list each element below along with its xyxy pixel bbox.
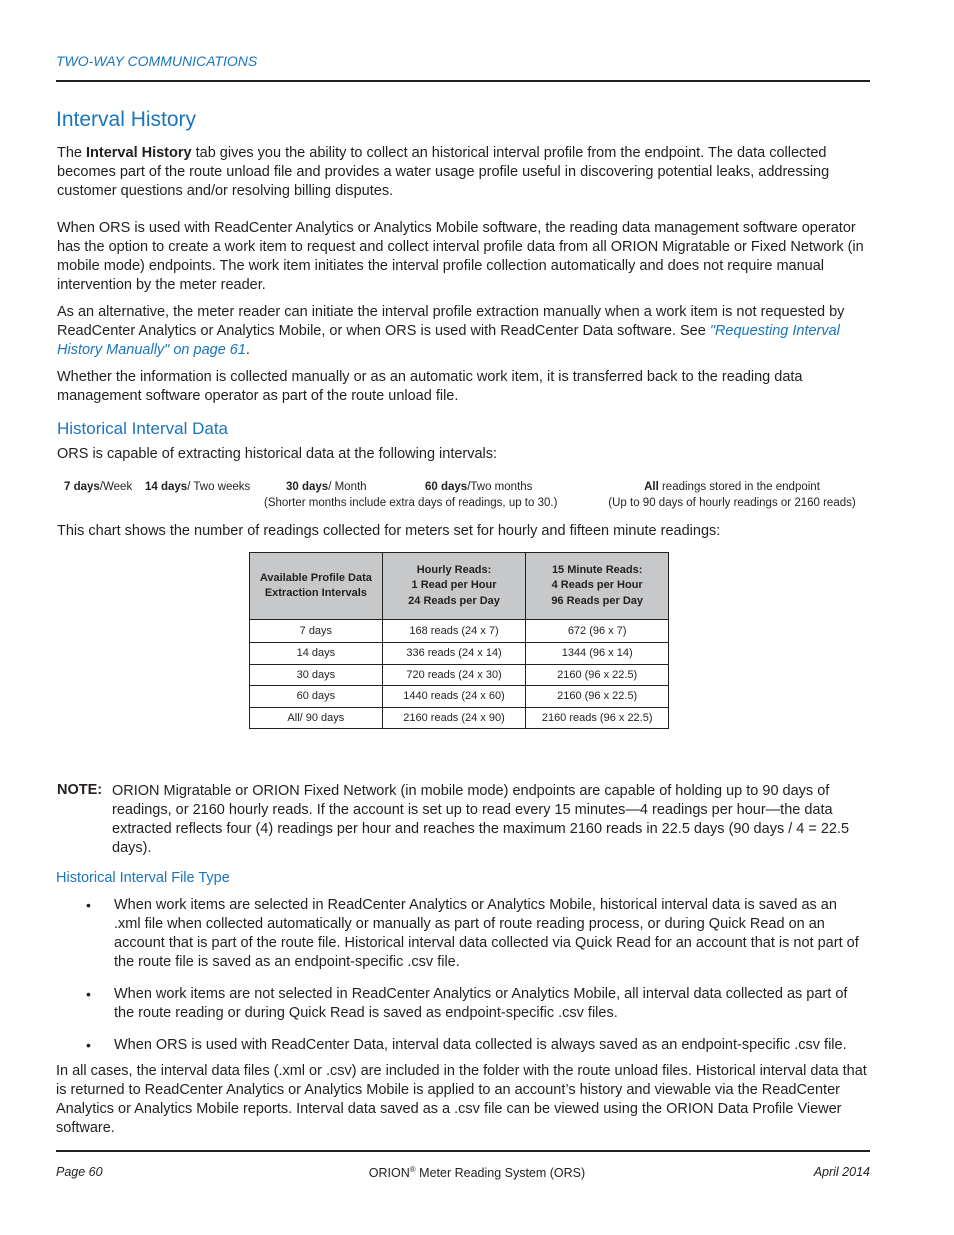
requesting-interval-history-link[interactable]: "Requesting Interval History Manually" on page 61: [57, 323, 840, 358]
table-row: [250, 686, 669, 708]
all-readings-note: (Up to 90 days of hourly readings or 2160 reads): [608, 497, 856, 509]
interval-60-days: 60 days/Two months: [425, 481, 533, 493]
page-title: Interval History: [56, 108, 197, 131]
interval-all: All readings stored in the endpoint: [644, 481, 820, 493]
interval-7-days: 7 days/Week: [64, 481, 133, 493]
table-row: [250, 620, 669, 643]
table-row: [250, 643, 669, 665]
note-label: NOTE:: [57, 782, 103, 798]
cell-hourly: 720 reads (24 x 30): [382, 664, 526, 686]
cell-15-minute: 2160 reads (96 x 22.5): [526, 707, 669, 729]
cell-interval: 30 days: [250, 664, 383, 686]
cell-interval: 14 days: [250, 643, 383, 665]
cell-interval: 7 days: [250, 620, 383, 643]
cell-interval: 60 days: [250, 686, 383, 708]
bullet-item: When work items are selected in ReadCenter Analytics or Analytics Mobile, historical interval data is saved as an .xml file when collected automatically or manually as part of route reading process, or during Quick Read on an account that is part of the route file. Historical interval data collected via Quick Read for an account that is not part of the route file is saved as an endpoint-specific .csv file.: [114, 897, 859, 970]
footer-product: ORION® Meter Reading System (ORS): [368, 1165, 586, 1181]
alternative-paragraph: As an alternative, the meter reader can initiate the interval profile extraction manually when a work item is not requested by ReadCenter Analytics or Analytics Mobile, or when ORS is used with ReadCenter Data software. See "Requesting Interval History Manually" on page 61.: [57, 304, 845, 358]
footer-date: April 2014: [813, 1165, 870, 1179]
header-extraction-intervals: Available Profile Data Extraction Intervals: [250, 553, 383, 620]
note-text: ORION Migratable or ORION Fixed Network (in mobile mode) endpoints are capable of holding up to 90 days of readings, or 2160 hourly reads. If the account is set up to read every 15 minutes—4 readings per hour—the data extracted reflects four (4) readings per hour and reaches the maximum 2160 reads in 22.5 days (90 days / 4 = 22.5 days).: [112, 783, 850, 856]
bullet-item: When work items are not selected in ReadCenter Analytics or Analytics Mobile, all interval data collected as part of the route reading or during Quick Read is saved as endpoint-specific .csv files.: [114, 986, 848, 1021]
bullet-icon: •: [86, 986, 91, 1002]
cell-15-minute: 2160 (96 x 22.5): [526, 664, 669, 686]
section-label: TWO-WAY COMMUNICATIONS: [56, 53, 258, 69]
short-month-note: (Shorter months include extra days of readings, up to 30.): [264, 497, 558, 509]
closing-paragraph: In all cases, the interval data files (.xml or .csv) are included in the folder with the route unload files. Historical interval data that is returned to ReadCenter Analytics or Analytics Mobile is applied to an account’s history and viewable via the ReadCenter Analytics or Analytics Mobile reports. Interval data saved as a .csv file can be viewed using the ORION Data Profile Viewer software.: [56, 1063, 867, 1136]
historical-interval-data-heading: Historical Interval Data: [57, 419, 229, 438]
bullet-icon: •: [86, 897, 91, 913]
bullet-icon: •: [86, 1037, 91, 1053]
cell-15-minute: 2160 (96 x 22.5): [526, 686, 669, 708]
cell-hourly: 2160 reads (24 x 90): [382, 707, 526, 729]
intro-paragraph: The Interval History tab gives you the ability to collect an historical interval profile from the endpoint. The data collected becomes part of the route unload file and provides a water usage profile useful in discovering potential leaks, addressing customer questions and/or resolving billing disputes.: [57, 145, 830, 199]
interval-14-days: 14 days/ Two weeks: [145, 481, 251, 493]
header-hourly-reads: Hourly Reads: 1 Read per Hour 24 Reads per Day: [382, 553, 526, 620]
cell-15-minute: 672 (96 x 7): [526, 620, 669, 643]
header-rule: [56, 80, 870, 82]
interval-30-days: 30 days/ Month: [286, 481, 367, 493]
cell-hourly: 336 reads (24 x 14): [382, 643, 526, 665]
page-number: Page 60: [56, 1165, 103, 1179]
intro-bold-term: Interval History: [86, 145, 192, 161]
cell-interval: All/ 90 days: [250, 707, 383, 729]
whether-paragraph: Whether the information is collected manually or as an automatic work item, it is transferred back to the reading data management software operator as part of the route unload file.: [57, 369, 803, 404]
cell-hourly: 1440 reads (24 x 60): [382, 686, 526, 708]
table-row: [250, 707, 669, 729]
header-15-minute-reads: 15 Minute Reads: 4 Reads per Hour 96 Reads per Day: [526, 553, 669, 620]
table-row: [250, 664, 669, 686]
intervals-lead: ORS is capable of extracting historical data at the following intervals:: [57, 446, 498, 462]
readings-table: [249, 552, 669, 729]
file-type-heading: Historical Interval File Type: [56, 870, 230, 886]
table-header-row: [250, 553, 669, 620]
bullet-item: When ORS is used with ReadCenter Data, interval data collected is always saved as an endpoint-specific .csv file.: [114, 1037, 847, 1053]
footer-rule: [56, 1150, 870, 1152]
chart-lead: This chart shows the number of readings collected for meters set for hourly and fifteen minute readings:: [57, 523, 721, 539]
cell-15-minute: 1344 (96 x 14): [526, 643, 669, 665]
ors-paragraph: When ORS is used with ReadCenter Analytics or Analytics Mobile software, the reading data management software operator has the option to create a work item to request and collect interval profile data from all ORION Migratable or Fixed Network (in mobile mode) endpoints. The work item initiates the interval profile collection automatically and does not require manual intervention by the meter reader.: [57, 220, 864, 293]
cell-hourly: 168 reads (24 x 7): [382, 620, 526, 643]
